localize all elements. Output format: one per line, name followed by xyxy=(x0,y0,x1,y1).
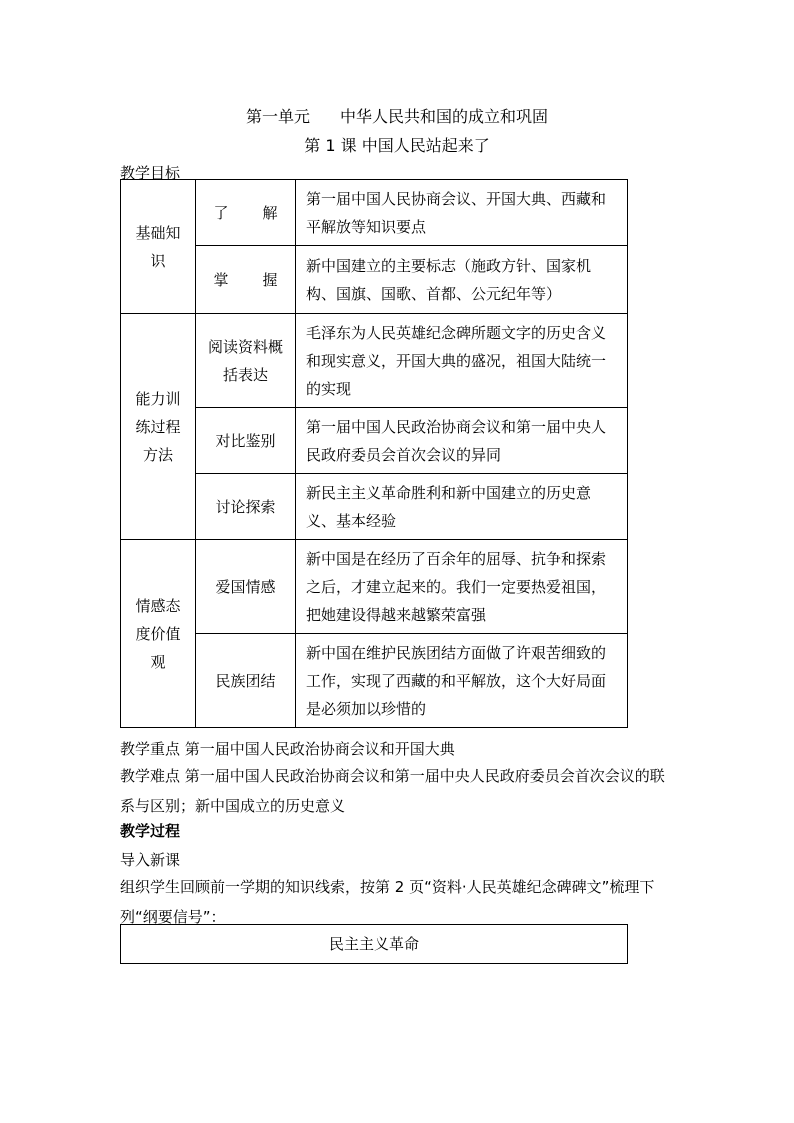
aspect-cell: 讨论探索 xyxy=(196,474,296,540)
intro-text: 组织学生回顾前一学期的知识线索，按第 2 页“资料·人民英雄纪念碑碑文”梳理下列“纲要信号”： xyxy=(120,878,655,926)
unit-heading xyxy=(0,104,794,127)
aspect-cell: 对比鉴别 xyxy=(196,408,296,474)
table-row xyxy=(121,540,628,634)
unit-label: 第一单元 xyxy=(245,107,310,126)
content-cell: 新中国建立的主要标志（施政方针、国家机构、国旗、国歌、首都、公元纪年等） xyxy=(296,246,628,314)
aspect-cell: 民族团结 xyxy=(196,634,296,728)
aspect-cell: 了解 xyxy=(196,180,296,246)
goals-label: 教学目标 xyxy=(120,164,181,182)
key-point: 教学重点 第一届中国人民政治协商会议和开国大典 xyxy=(120,740,455,758)
aspect-cell: 掌握 xyxy=(196,246,296,314)
table-row xyxy=(121,246,628,314)
process-heading: 教学过程 xyxy=(120,822,181,840)
aspect-cell: 阅读资料概括表达 xyxy=(196,314,296,408)
category-cell: 能力训练过程方法 xyxy=(121,314,196,540)
content-cell: 毛泽东为人民英雄纪念碑所题文字的历史含义和现实意义，开国大典的盛况，祖国大陆统一的实现 xyxy=(296,314,628,408)
difficulty: 教学难点 第一届中国人民政治协商会议和第一届中央人民政府委员会首次会议的联系与区别；新中国成立的历史意义 xyxy=(120,767,665,815)
category-cell: 基础知识 xyxy=(121,180,196,314)
outline-box xyxy=(120,924,628,964)
aspect-cell: 爱国情感 xyxy=(196,540,296,634)
category-cell: 情感态度价值观 xyxy=(121,540,196,728)
intro-heading: 导入新课 xyxy=(120,851,181,869)
content-cell: 新中国在维护民族团结方面做了许艰苦细致的工作，实现了西藏的和平解放，这个大好局面是必须加以珍惜的 xyxy=(296,634,628,728)
lesson-title: 第 1 课 中国人民站起来了 xyxy=(304,136,490,155)
goals-table xyxy=(120,179,628,728)
table-row xyxy=(121,180,628,246)
content-cell: 第一届中国人民政治协商会议和第一届中央人民政府委员会首次会议的异同 xyxy=(296,408,628,474)
content-cell: 新中国是在经历了百余年的屈辱、抗争和探索之后，才建立起来的。我们一定要热爱祖国，把她建设得越来越繁荣富强 xyxy=(296,540,628,634)
table-row xyxy=(121,314,628,408)
content-cell: 新民主主义革命胜利和新中国建立的历史意义、基本经验 xyxy=(296,474,628,540)
table-row xyxy=(121,474,628,540)
table-row xyxy=(121,634,628,728)
unit-title: 中华人民共和国的成立和巩固 xyxy=(340,107,549,126)
content-cell: 第一届中国人民协商会议、开国大典、西藏和平解放等知识要点 xyxy=(296,180,628,246)
outline-box-label: 民主主义革命 xyxy=(328,935,419,953)
table-row xyxy=(121,408,628,474)
